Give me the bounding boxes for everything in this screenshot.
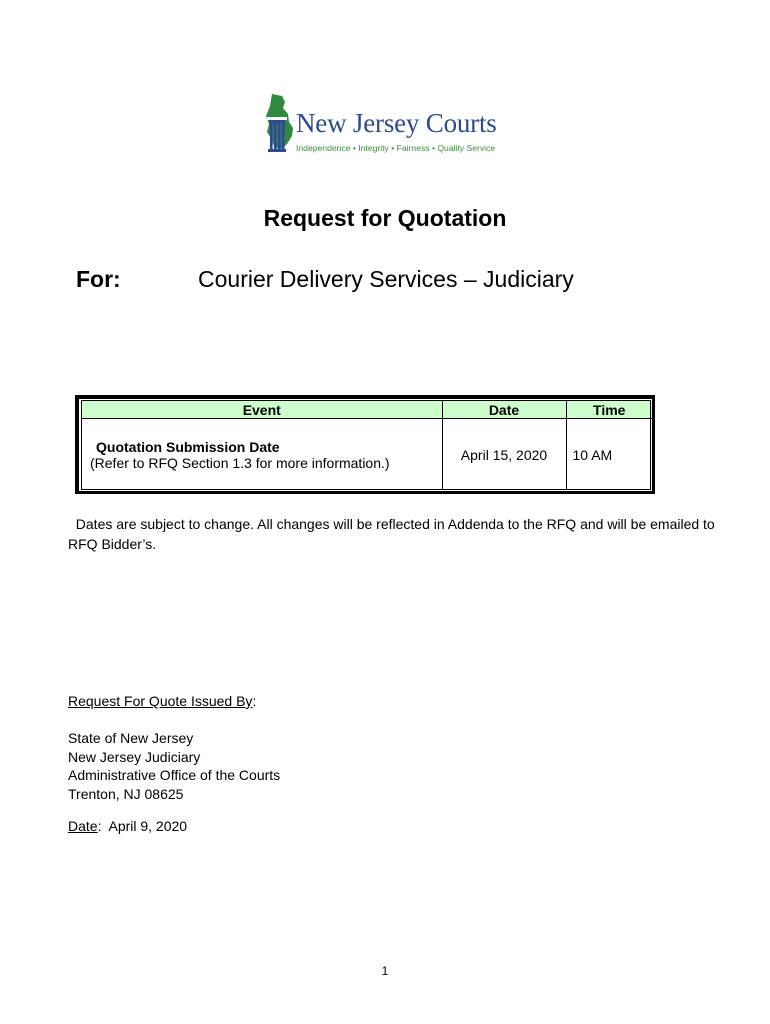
- for-value: Courier Delivery Services – Judiciary: [198, 266, 574, 292]
- address-line: Trenton, NJ 08625: [68, 785, 184, 802]
- document-title: Request for Quotation: [263, 205, 507, 231]
- header-time: Time: [566, 401, 652, 419]
- nj-courts-logo: [262, 92, 502, 162]
- table-header-row: [82, 401, 652, 419]
- date-label: Date: [68, 818, 98, 834]
- date-value: : April 9, 2020: [97, 818, 188, 834]
- dates-note: [68, 514, 728, 554]
- page-number: 1: [381, 964, 389, 978]
- header-date: Date: [442, 401, 566, 419]
- for-label: For:: [76, 266, 121, 292]
- nj-map-column-icon: [262, 92, 298, 162]
- logo-tagline: Independence • Integrity • Fairness • Quality Service: [296, 143, 496, 153]
- issued-by-suffix: :: [252, 693, 257, 709]
- issue-date-line: [68, 818, 187, 834]
- header-event: Event: [82, 401, 442, 419]
- address-line: New Jersey Judiciary: [68, 748, 201, 765]
- event-note: (Refer to RFQ Section 1.3 for more information.): [90, 454, 390, 471]
- address-line: Administrative Office of the Courts: [68, 767, 281, 783]
- dates-note-text: Dates are subject to change. All changes will be reflected in Addenda to the RFQ and will be emailed to RFQ Bidder’s.: [68, 516, 715, 552]
- issued-by-label: Request For Quote Issued By: [68, 693, 253, 709]
- address-line: State of New Jersey: [68, 730, 194, 746]
- event-name: Quotation Submission Date: [96, 438, 280, 455]
- issuer-address: [68, 729, 280, 803]
- logo-name: New Jersey Courts: [296, 108, 497, 138]
- event-cell: [82, 419, 442, 491]
- time-cell: 10 AM: [572, 446, 613, 463]
- table-row: [82, 419, 652, 491]
- date-cell: April 15, 2020: [442, 419, 566, 491]
- events-table: [82, 401, 652, 490]
- events-table-frame: [75, 395, 655, 494]
- issued-by-heading: [68, 692, 256, 710]
